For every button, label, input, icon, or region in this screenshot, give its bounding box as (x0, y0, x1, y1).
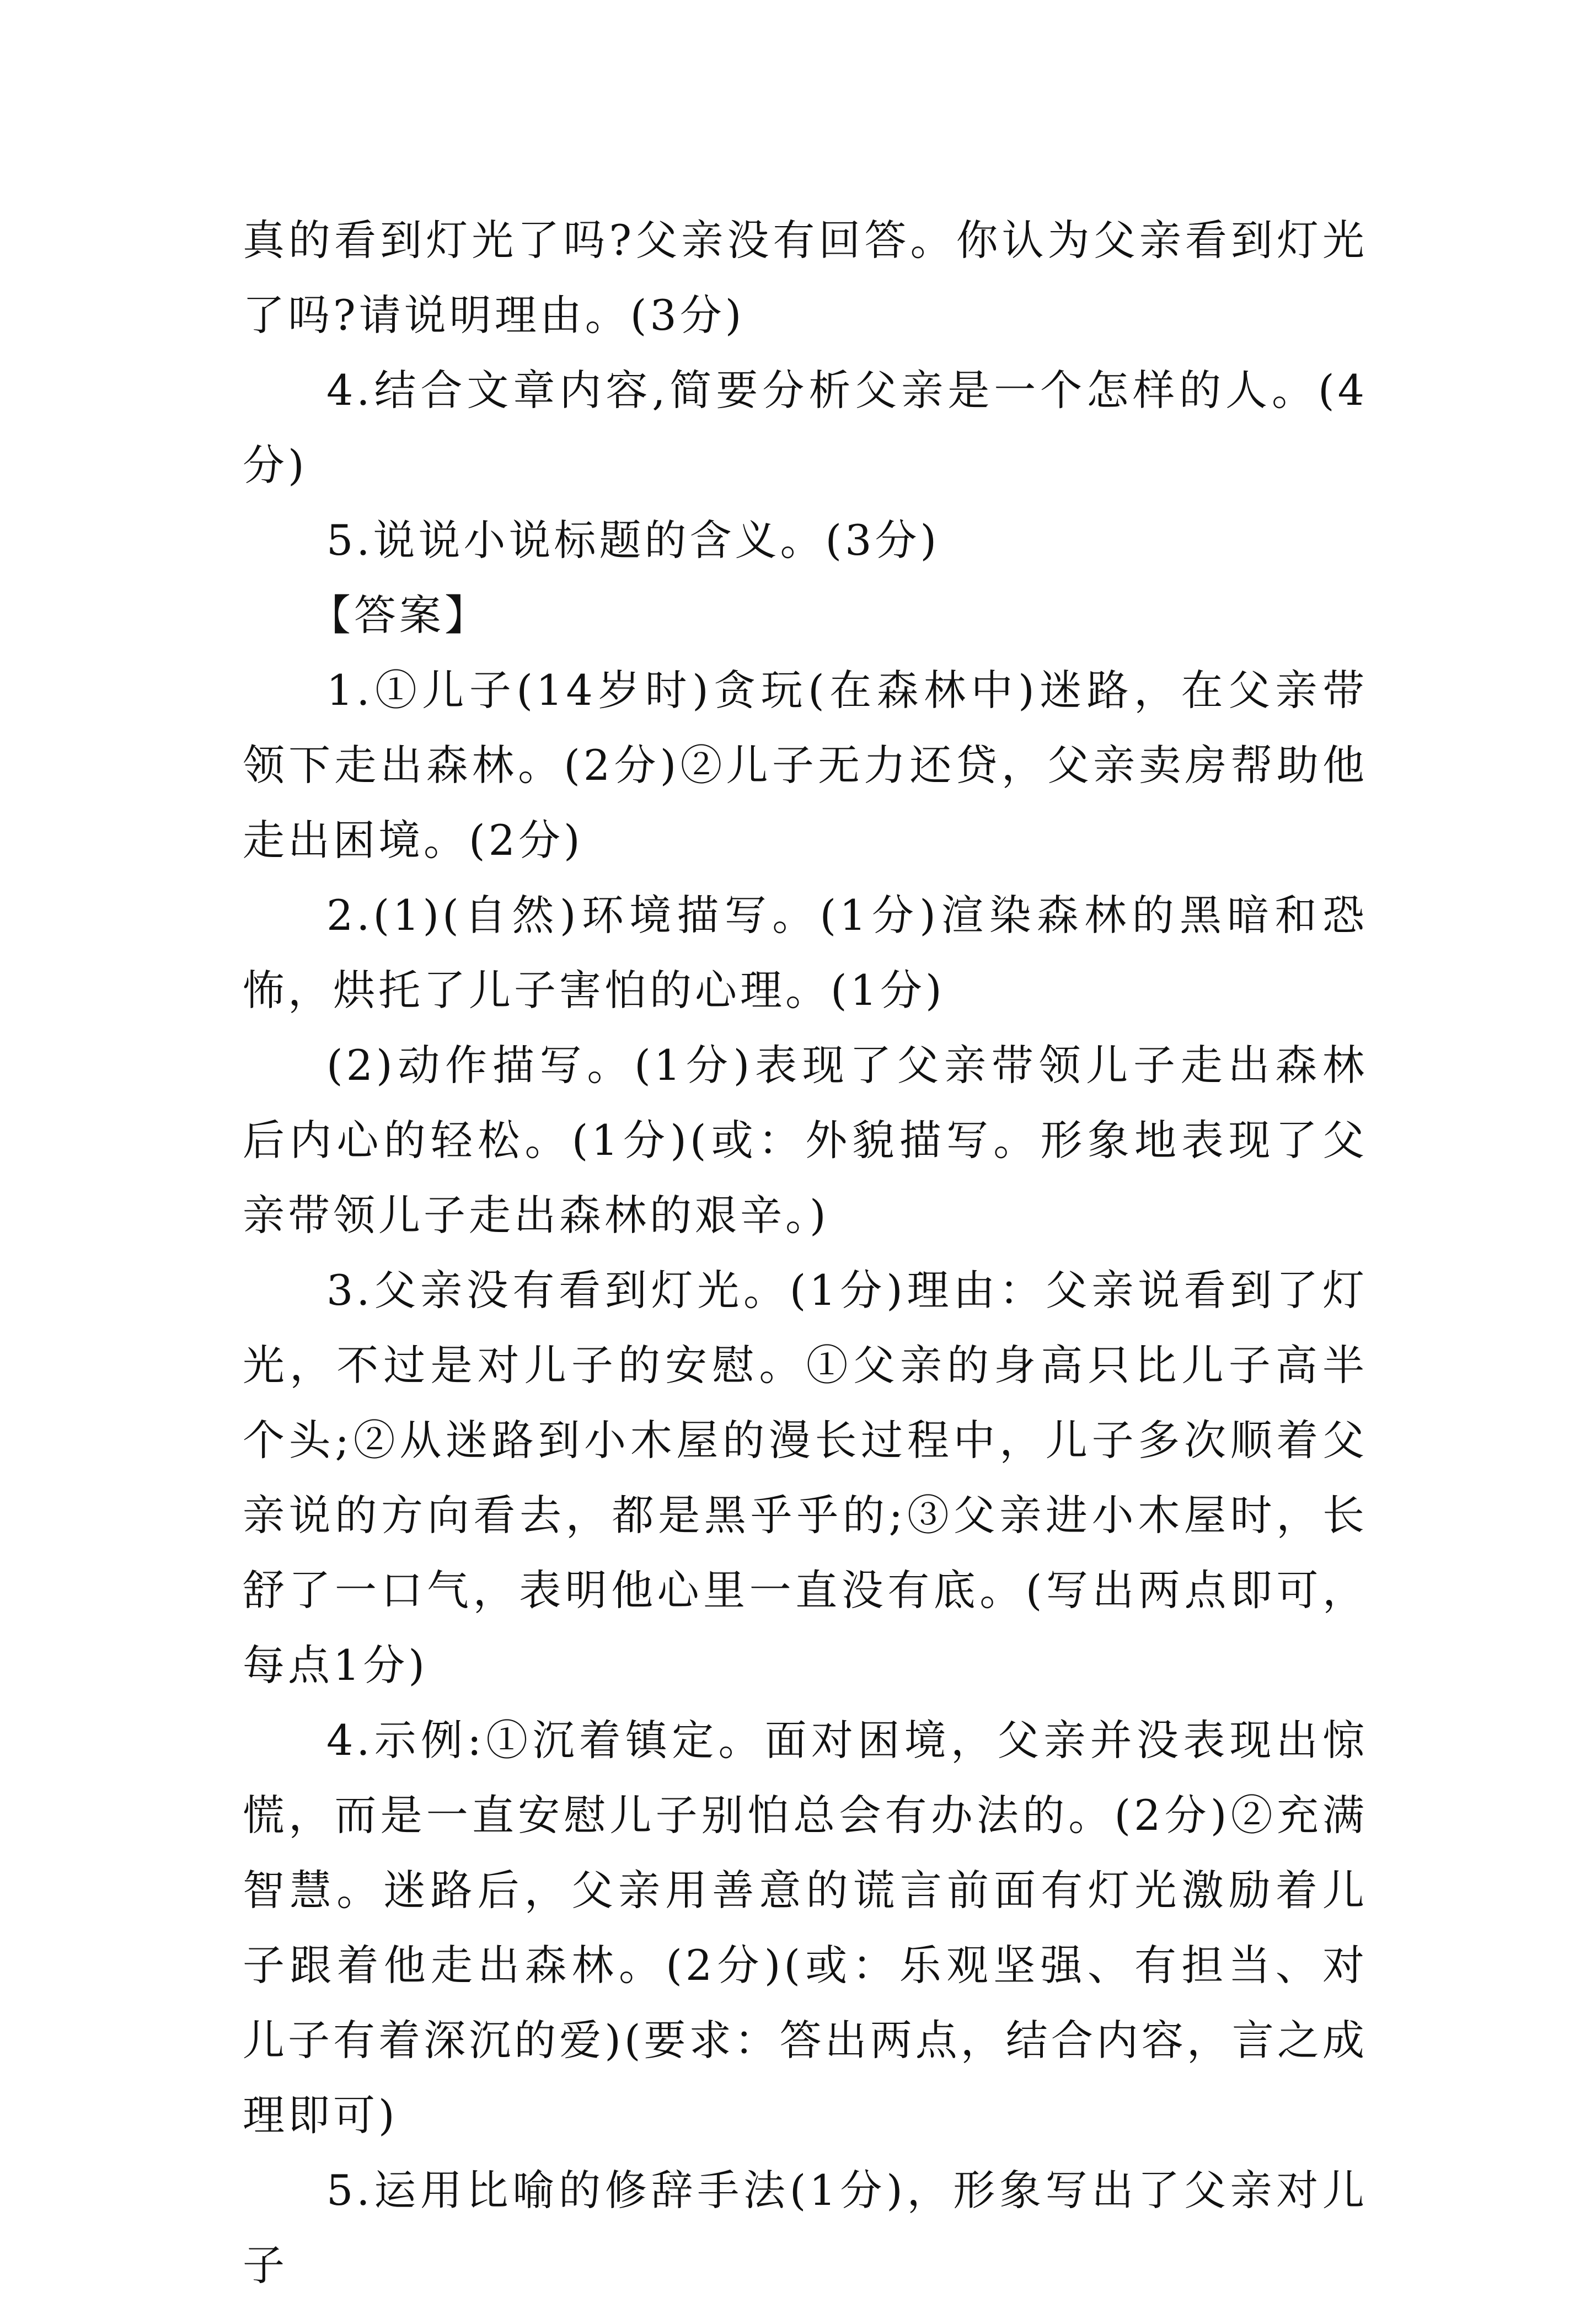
answer-5: 5.运用比喻的修辞手法(1分)，形象写出了父亲对儿子 (243, 2166, 1368, 2290)
question-5: 5.说说小说标题的含义。(3分) (326, 516, 940, 565)
answer-3: 3.父亲没有看到灯光。(1分)理由：父亲说看到了灯光，不过是对儿子的安慰。①父亲的身高只比儿子高半个头;②从迷路到小木屋的漫长过程中，儿子多次顺着父亲说的方向看去，都是黑乎乎的;③父亲进小木屋时，长舒了一口气，表明他心里一直没有底。(写出两点即可，每点1分) (243, 1266, 1368, 1690)
answer-4: 4.示例:①沉着镇定。面对困境，父亲并没表现出惊慌，而是一直安慰儿子别怕总会有办法的。(2分)②充满智慧。迷路后，父亲用善意的谎言前面有灯光激励着儿子跟着他走出森林。(2分)(或：乐观坚强、有担当、对儿子有着深沉的爱)(要求：答出两点，结合内容，言之成理即可) (243, 1716, 1368, 2140)
answer-1: 1.①儿子(14岁时)贪玩(在森林中)迷路，在父亲带领下走出森林。(2分)②儿子无力还贷，父亲卖房帮助他走出困境。(2分) (243, 666, 1368, 865)
document-body (243, 203, 1368, 2303)
answer-2-part-2: (2)动作描写。(1分)表现了父亲带领儿子走出森林后内心的轻松。(1分)(或：外貌描写。形象地表现了父亲带领儿子走出森林的艰辛。) (243, 1041, 1368, 1240)
answer-2-part-1: 2.(1)(自然)环境描写。(1分)渲染森林的黑暗和恐怖，烘托了儿子害怕的心理。(1分) (243, 891, 1368, 1015)
question-3-continuation: 真的看到灯光了吗?父亲没有回答。你认为父亲看到灯光了吗?请说明理由。(3分) (243, 216, 1368, 340)
answer-heading: 【答案】 (309, 591, 490, 640)
question-4: 4.结合文章内容,简要分析父亲是一个怎样的人。(4分) (243, 366, 1368, 490)
